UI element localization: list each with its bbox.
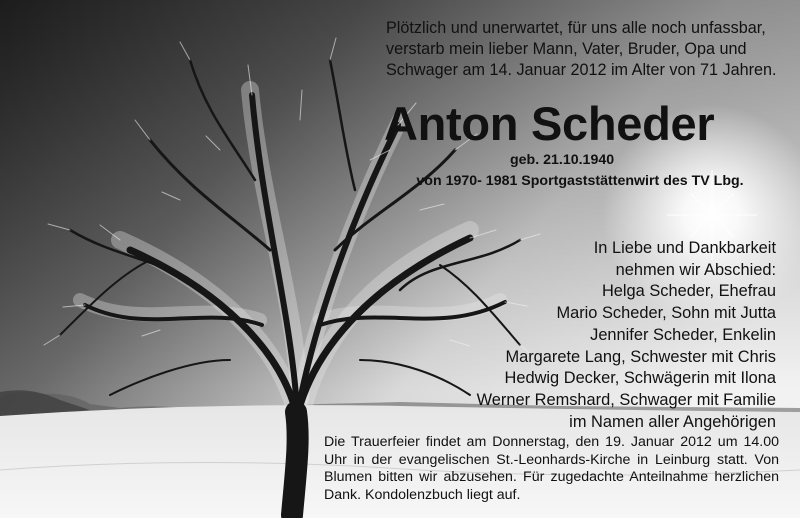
deceased-name: Anton Scheder xyxy=(384,97,715,150)
mourners-line: Werner Remshard, Schwager mit Familie xyxy=(476,390,776,409)
birth-date: geb. 21.10.1940 xyxy=(510,152,615,168)
mourners-line: Mario Scheder, Sohn mit Jutta xyxy=(556,304,776,323)
intro-text: Plötzlich und unerwartet, für uns alle noch unfassbar, verstarb mein lieber Mann, Vater, Bruder, Opa und Schwager am 14. Januar 2012 im Alter von 71 Jahren. xyxy=(386,19,777,79)
mourners-line: In Liebe und Dankbarkeit xyxy=(593,239,776,257)
ceremony-text: Die Trauerfeier findet am Donnerstag, den 19. Januar 2012 um 14.00 Uhr in der evangelischen St.-Leonhards-Kirche in Leinburg statt. Von Blumen bitten wir abzusehen. Für zugedachte Anteilnahme herzlichen Dank. Kondolenzbuch liegt auf. xyxy=(324,434,779,503)
deceased-role: von 1970- 1981 Sportgaststättenwirt des TV Lbg. xyxy=(416,173,744,189)
mourners-line: Jennifer Scheder, Enkelin xyxy=(590,325,776,344)
mourners-line: Hedwig Decker, Schwägerin mit Ilona xyxy=(504,369,776,388)
mourners-line: im Namen aller Angehörigen xyxy=(569,412,776,431)
mourners-list xyxy=(416,238,776,433)
mourners-line: Helga Scheder, Ehefrau xyxy=(601,282,776,301)
mourners-line: Margarete Lang, Schwester mit Chris xyxy=(505,347,776,366)
mourners-line: nehmen wir Abschied: xyxy=(615,260,776,279)
